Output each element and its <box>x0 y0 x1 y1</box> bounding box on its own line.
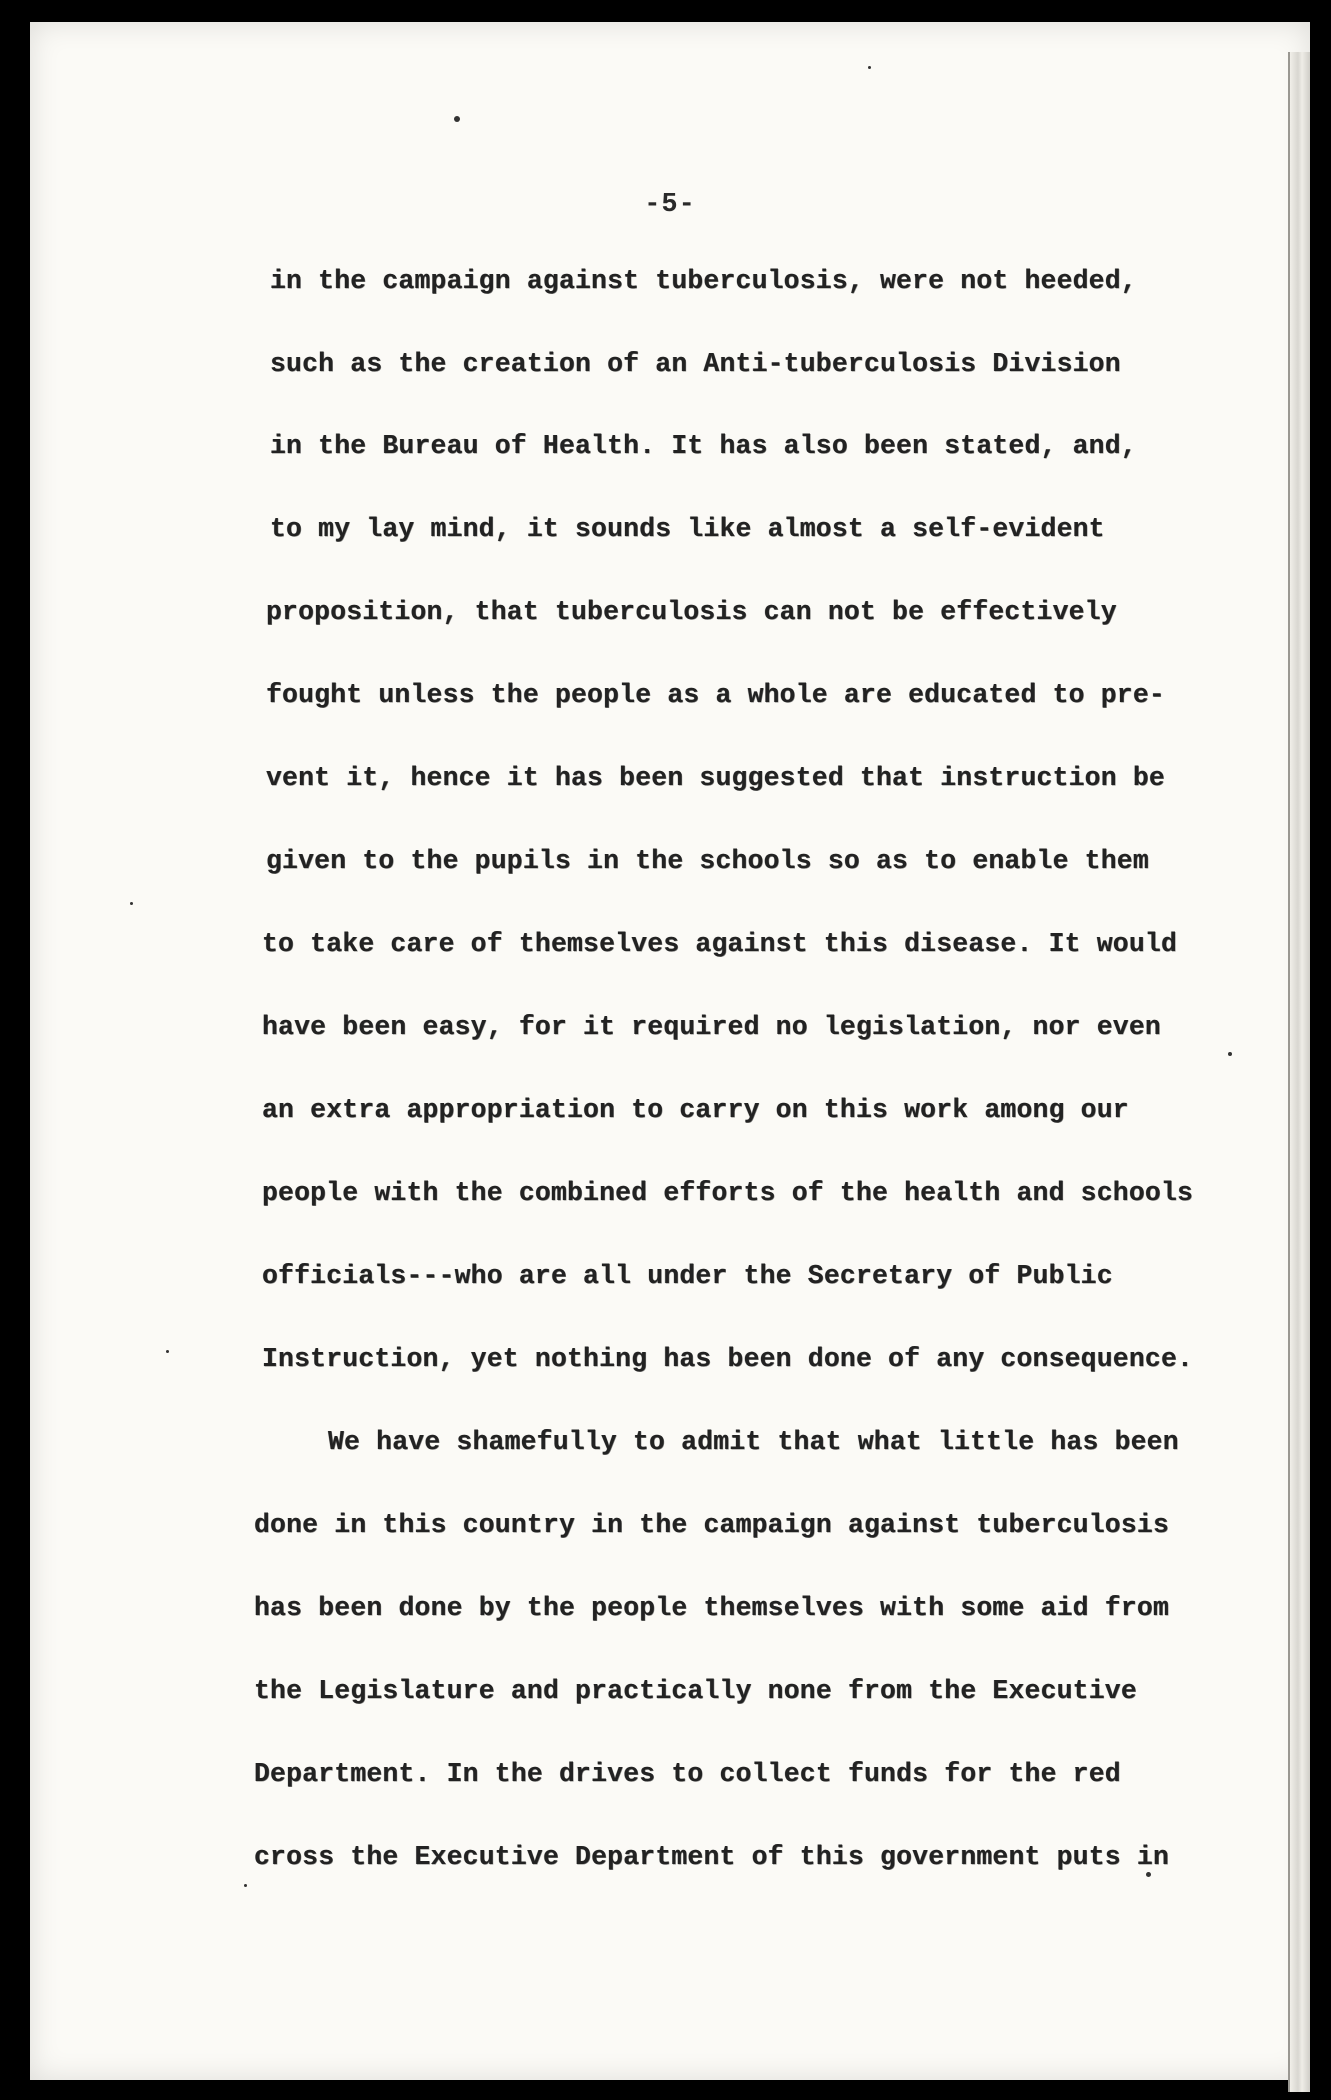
paragraph-start-line: We have shamefully to admit that what little has been <box>328 1427 1179 1457</box>
scan-speck <box>130 902 133 905</box>
text-line: an extra appropriation to carry on this work among our <box>262 1095 1129 1125</box>
scan-speck <box>1228 1052 1232 1056</box>
text-line: in the Bureau of Health. It has also been stated, and, <box>270 431 1137 461</box>
text-line: the Legislature and practically none from the Executive <box>254 1676 1137 1706</box>
text-line: vent it, hence it has been suggested that instruction be <box>266 763 1165 793</box>
text-line: cross the Executive Department of this government puts in <box>254 1842 1169 1872</box>
text-line: done in this country in the campaign against tuberculosis <box>254 1510 1169 1540</box>
text-line: has been done by the people themselves with some aid from <box>254 1593 1169 1623</box>
text-line: proposition, that tuberculosis can not be effectively <box>266 597 1117 627</box>
text-line: to take care of themselves against this disease. It would <box>262 929 1177 959</box>
text-line: fought unless the people as a whole are educated to pre- <box>266 680 1165 710</box>
page-edge <box>1288 52 1310 2092</box>
text-line: Department. In the drives to collect funds for the red <box>254 1759 1121 1789</box>
scan-speck <box>244 1884 247 1887</box>
document-page <box>30 22 1310 2080</box>
text-line: people with the combined efforts of the health and schools <box>262 1178 1194 1208</box>
text-line: have been easy, for it required no legislation, nor even <box>262 1012 1161 1042</box>
text-line: officials---who are all under the Secretary of Public <box>262 1261 1113 1291</box>
scan-speck <box>166 1350 169 1353</box>
text-line: to my lay mind, it sounds like almost a self-evident <box>270 514 1105 544</box>
scan-speck <box>454 116 460 122</box>
text-line: in the campaign against tuberculosis, were not heeded, <box>270 266 1137 296</box>
scan-speck <box>1146 1872 1151 1877</box>
text-line: Instruction, yet nothing has been done of any consequence. <box>262 1344 1194 1374</box>
page-number: -5- <box>644 190 696 220</box>
text-line: such as the creation of an Anti-tuberculosis Division <box>270 349 1121 379</box>
text-line: given to the pupils in the schools so as to enable them <box>266 846 1149 876</box>
scan-speck <box>868 66 871 69</box>
